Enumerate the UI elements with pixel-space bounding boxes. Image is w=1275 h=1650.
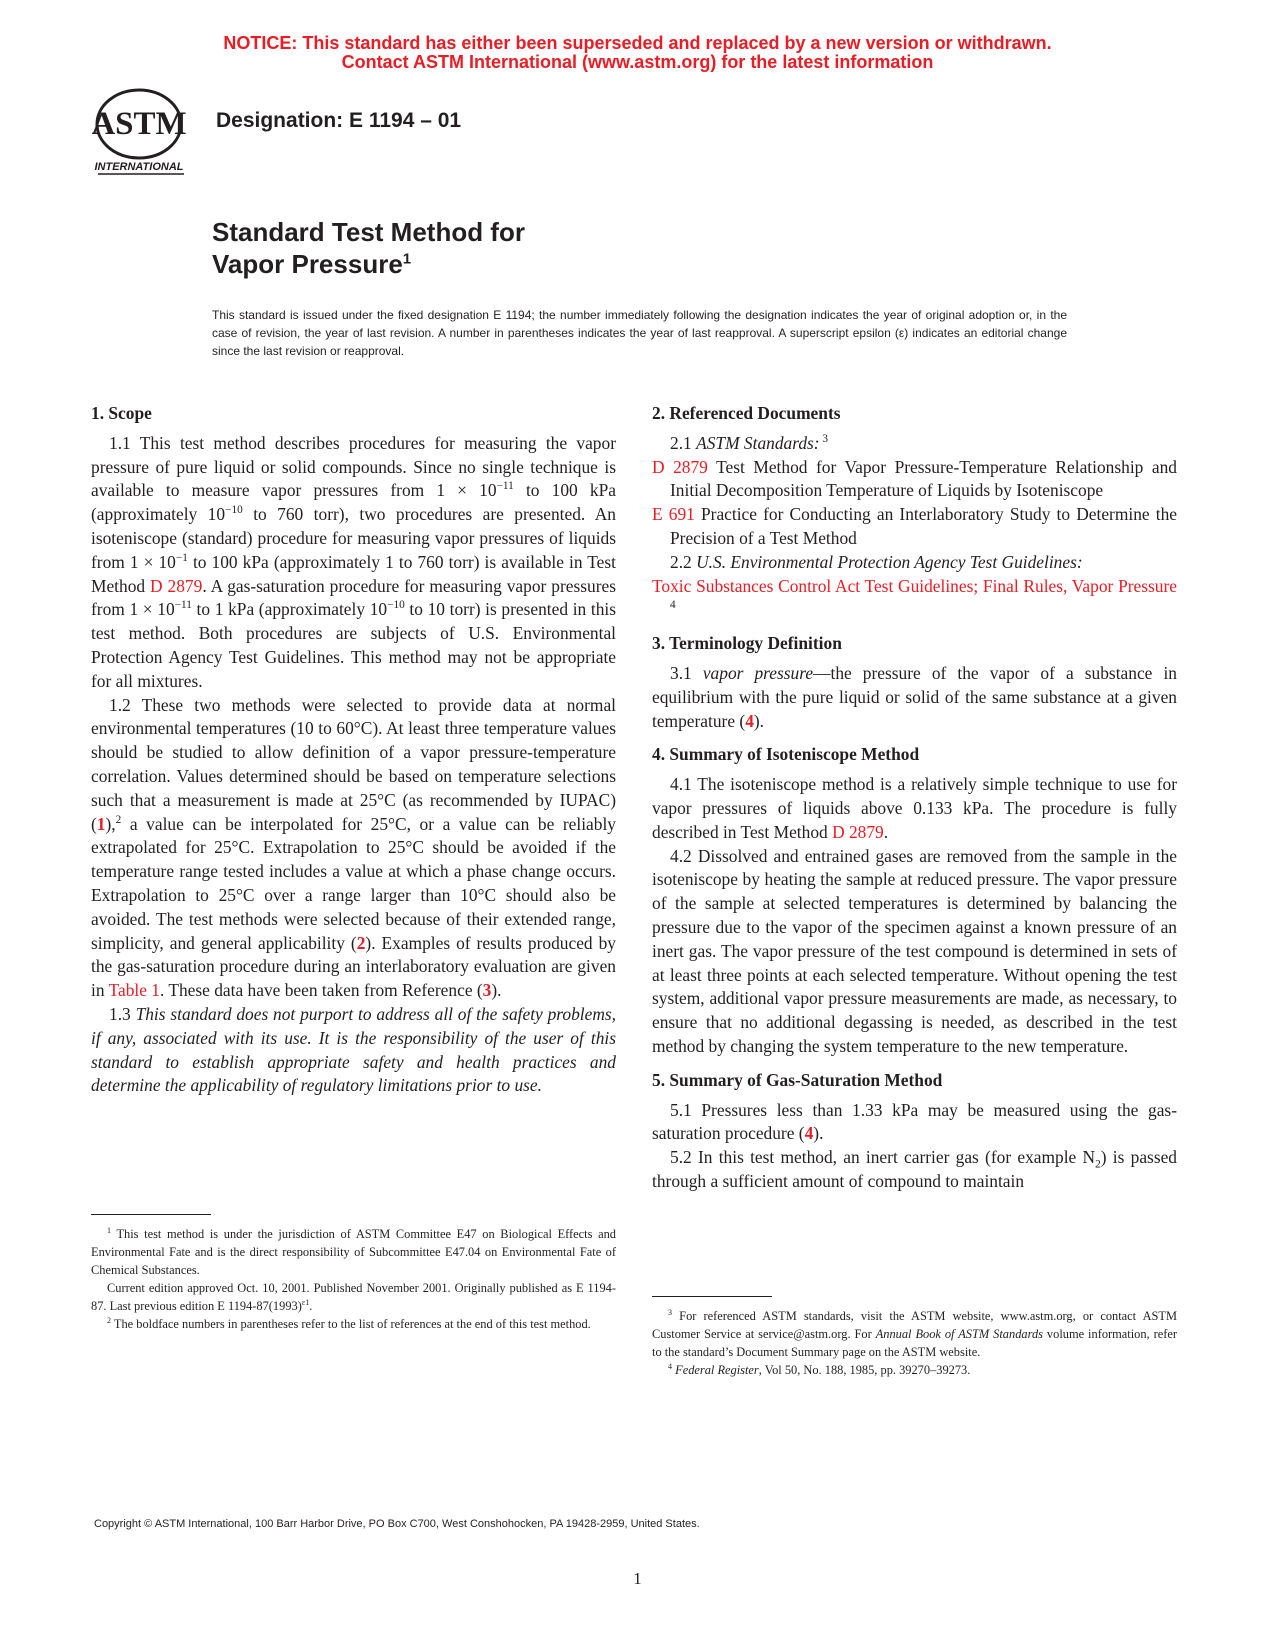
footnote-3: $^3$ For referenced ASTM standards, visit the ASTM website, www.astm.org, or contact ASTM Customer Service at service@astm.org. For Annual Book of ASTM Standards volume information, refer to the standard’s Document Summary page on the ASTM website. xyxy=(652,1307,1177,1359)
para-4-1: 4.1 The isoteniscope method is a relatively simple technique to use for vapor pressures of liquids above 0.133 kPa. The procedure is fully described in Test Method D 2879. xyxy=(652,774,1177,842)
link-e691[interactable]: E 691 xyxy=(652,504,695,525)
page-number: 1 xyxy=(633,1569,642,1588)
para-5-2: 5.2 In this test method, an inert carrier gas (for example $N_2$) is passed through a sufficient amount of compound to maintain xyxy=(652,1147,1177,1191)
ref-d2879: D 2879 Test Method for Vapor Pressure-Temperature Relationship and Initial Decomposition Temperature of Liquids by Isoteniscope xyxy=(652,456,1177,501)
para-2-2: 2.2 U.S. Environmental Protection Agency Test Guidelines: xyxy=(670,551,1083,572)
link-d2879[interactable]: D 2879 xyxy=(150,575,203,596)
section-4-heading: 4. Summary of Isoteniscope Method xyxy=(652,744,920,765)
left-column xyxy=(91,402,616,1098)
footnote-rule xyxy=(91,1214,211,1215)
section-1-heading: 1. Scope xyxy=(91,403,152,423)
ref-2-link[interactable]: 2 xyxy=(356,932,366,953)
logo-international: INTERNATIONAL xyxy=(94,161,184,173)
ref-epa-guidelines: Toxic Substances Control Act Test Guidelines; Final Rules, Vapor Pressure $^4$ xyxy=(652,575,1177,612)
astm-logo xyxy=(92,86,202,186)
ref-4-link-2[interactable]: 4 xyxy=(804,1123,814,1144)
para-4-2: 4.2 Dissolved and entrained gases are removed from the sample in the isoteniscope by heating the sample at reduced pressure. The vapor pressure of the sample at selected temperatures is determined by balancing the pressure due to the vapor of the specimen against a known pressure of an inert gas. The vapor pressure of the test compound is determined in sets of at least three points at each selected temperature. Without opening the test system, additional vapor pressure measurements are made, as necessary, to ensure that no additional degassing is needed, as described in the test method by changing the system temperature to the new temperature. xyxy=(652,845,1177,1056)
footnote-1: $^1$ This test method is under the jurisdiction of ASTM Committee E47 on Biological Effects and Environmental Fate and is the direct responsibility of Subcommittee E47.04 on Environmental Fate of Chemical Substances. xyxy=(91,1225,616,1277)
copyright: Copyright © ASTM International, 100 Barr Harbor Drive, PO Box C700, West Conshohocken, PA 19428-2959, United States. xyxy=(94,1518,700,1530)
ref-3-link[interactable]: 3 xyxy=(482,980,492,1001)
left-footnotes xyxy=(91,1214,616,1333)
withdrawal-notice xyxy=(0,34,1275,72)
table-1-link[interactable]: Table 1 xyxy=(108,980,160,1001)
para-1-1: 1.1 This test method describes procedures for measuring the vapor pressure of pure liquid or solid compounds. Since no single technique is available to measure vapor pressures from $1 \times 10^{-11}$ to 100 kPa (approximately $10^{-10}$ to 760 torr), two procedures are presented. An isoteniscope (standard) procedure for measuring vapor pressures of liquids from $1 \times 10^{-1}$ to 100 kPa (approximately 1 to 760 torr) is available in Test Method D 2879. A gas-saturation procedure for measuring vapor pressures from $1 \times 10^{-11}$ to 1 kPa (approximately $10^{-10}$ to 10 torr) is presented in this test method. Both procedures are subjects of U.S. Environmental Protection Agency Test Guidelines. This method may not be appropriate for all mixtures. xyxy=(91,432,617,691)
link-d2879-method[interactable]: D 2879 xyxy=(832,821,884,842)
designation: Designation: E 1194 – 01 xyxy=(216,109,462,132)
section-3-heading: 3. Terminology Definition xyxy=(652,633,842,654)
ref-e691: E 691 Practice for Conducting an Interlaboratory Study to Determine the Precision of a Test Method xyxy=(652,504,1177,548)
footnote-2: $^2$ The boldface numbers in parentheses refer to the list of references at the end of this test method. xyxy=(107,1315,591,1331)
para-2-1: 2.1 ASTM Standards: $^3$ xyxy=(670,432,829,453)
document-title xyxy=(212,216,525,280)
section-2-heading: 2. Referenced Documents xyxy=(652,403,841,423)
para-3-1: 3.1 vapor pressure—the pressure of the vapor of a substance in equilibrium with the pure liquid or solid of the same substance at a given temperature (4). xyxy=(652,662,1177,731)
logo-letters: ASTM xyxy=(92,106,187,142)
right-footnotes xyxy=(652,1296,1177,1379)
astm-logo-icon xyxy=(92,86,202,186)
para-1-3: 1.3 This standard does not purport to address all of the safety problems, if any, associated with its use. It is the responsibility of the user of this standard to establish appropriate safety and health practices and determine the applicability of regulatory limitations prior to use. xyxy=(91,1003,617,1096)
right-column xyxy=(652,402,1177,1194)
section-5-heading: 5. Summary of Gas-Saturation Method xyxy=(652,1069,943,1090)
footnote-1-edition: Current edition approved Oct. 10, 2001. Published November 2001. Originally published as E 1194-87. Last previous edition E $1194-87(1993)^{\varepsilon 1}$. xyxy=(91,1281,616,1313)
para-1-2: 1.2 These two methods were selected to provide data at normal environmental temperatures (10 to 60°C). At least three temperature values should be studied to allow definition of a vapor pressure-temperature correlation. Values determined should be based on temperature selections such that a measurement is made at 25°C (as recommended by IUPAC) (1),$^2$ a value can be interpolated for 25°C, or a value can be reliably extrapolated for 25°C. Extrapolation to 25°C should be avoided if the temperature range tested includes a value at which a phase change occurs. Extrapolation to 25°C over a range larger than 10°C should also be avoided. The test methods were selected because of their extended range, simplicity, and general applicability (2). Examples of results produced by the gas-saturation procedure during an interlaboratory evaluation are given in Table 1. These data have been taken from Reference (3). xyxy=(91,694,616,1001)
footnote-4: $^4$ Federal Register, Vol 50, No. 188, 1985, pp. 39270–39273. xyxy=(668,1361,971,1377)
title-line-1: Standard Test Method for xyxy=(212,217,525,247)
ref-1-link[interactable]: 1 xyxy=(96,813,106,834)
notice-line-2: Contact ASTM International (www.astm.org) for the latest information xyxy=(341,52,934,72)
link-epa-guidelines[interactable]: Toxic Substances Control Act Test Guidelines; Final Rules, Vapor Pressure xyxy=(652,575,1177,596)
notice-line-1: NOTICE: This standard has either been superseded and replaced by a new version or withdrawn. xyxy=(223,33,1052,53)
title-line-2: Vapor Pressure$^1$ xyxy=(212,249,412,279)
footnote-rule-right xyxy=(652,1296,772,1297)
ref-4-link[interactable]: 4 xyxy=(745,710,754,731)
link-d2879-ref[interactable]: D 2879 xyxy=(652,456,708,477)
para-5-1: 5.1 Pressures less than 1.33 kPa may be measured using the gas-saturation procedure (4). xyxy=(652,1099,1177,1144)
issue-note: This standard is issued under the fixed designation E 1194; the number immediately following the designation indicates the year of original adoption or, in the case of revision, the year of last revision. A number in parentheses indicates the year of last reapproval. A superscript epsilon (ε) indicates an editorial change since the last revision or reapproval. xyxy=(212,308,1067,358)
